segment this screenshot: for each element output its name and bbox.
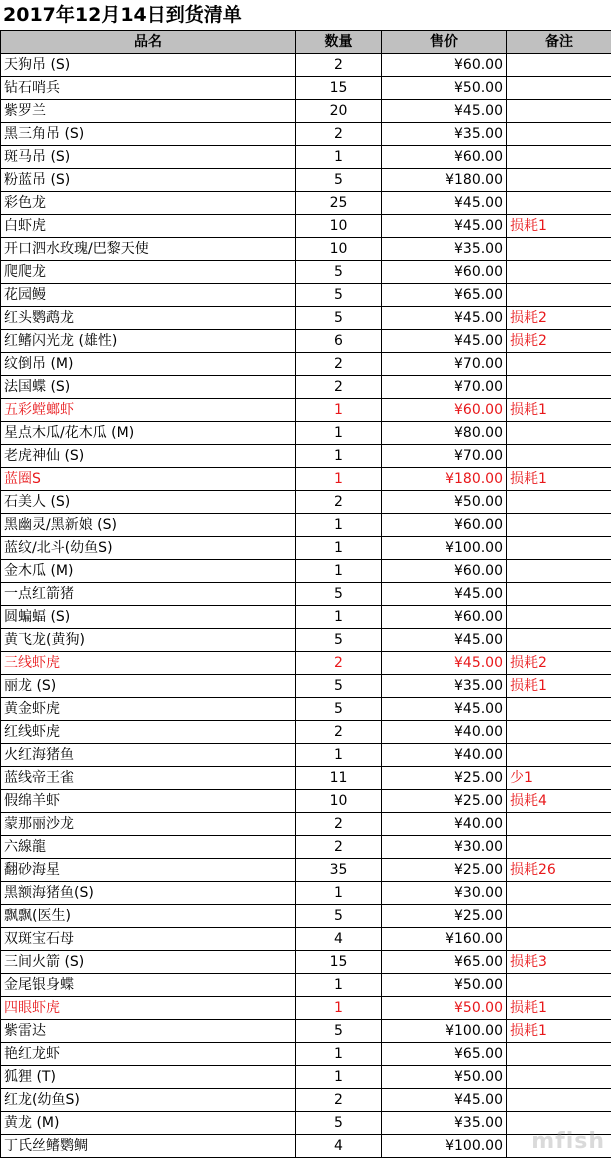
cell-note[interactable]: 损耗3 [507, 951, 611, 974]
table-row [1, 560, 611, 583]
cell-price[interactable]: ¥45.00 [382, 698, 507, 721]
cell-name[interactable]: 蓝纹/北斗(幼鱼S) [1, 537, 296, 560]
cell-note[interactable] [507, 905, 611, 928]
cell-note[interactable]: 损耗1 [507, 997, 611, 1020]
cell-name[interactable]: 金尾银身蝶 [1, 974, 296, 997]
table-body [1, 54, 611, 1158]
cell-name[interactable]: 开口泗水玫瑰/巴黎天使 [1, 238, 296, 261]
cell-qty[interactable]: 1 [296, 974, 382, 997]
table-row [1, 974, 611, 997]
cell-note[interactable] [507, 123, 611, 146]
cell-price[interactable]: ¥25.00 [382, 790, 507, 813]
cell-note[interactable] [507, 1066, 611, 1089]
cell-note[interactable] [507, 445, 611, 468]
cell-price[interactable]: ¥100.00 [382, 1135, 507, 1158]
cell-name[interactable]: 丁氏丝鳍鹦鲷 [1, 1135, 296, 1158]
cell-qty[interactable]: 2 [296, 836, 382, 859]
table-row [1, 1135, 611, 1158]
cell-name[interactable]: 紫雷达 [1, 1020, 296, 1043]
cell-note[interactable] [507, 813, 611, 836]
table-row [1, 583, 611, 606]
cell-qty[interactable]: 10 [296, 790, 382, 813]
cell-name[interactable]: 艳红龙虾 [1, 1043, 296, 1066]
cell-note[interactable] [507, 629, 611, 652]
cell-note[interactable] [507, 54, 611, 77]
table-row [1, 744, 611, 767]
cell-price[interactable]: ¥35.00 [382, 123, 507, 146]
cell-price[interactable]: ¥100.00 [382, 1020, 507, 1043]
cell-note[interactable] [507, 560, 611, 583]
cell-price[interactable]: ¥30.00 [382, 882, 507, 905]
cell-price[interactable]: ¥35.00 [382, 675, 507, 698]
cell-note[interactable] [507, 376, 611, 399]
cell-name[interactable]: 红龙(幼鱼S) [1, 1089, 296, 1112]
table-row [1, 813, 611, 836]
cell-note[interactable]: 少1 [507, 767, 611, 790]
cell-qty[interactable]: 2 [296, 1089, 382, 1112]
table-row [1, 261, 611, 284]
cell-price[interactable]: ¥45.00 [382, 583, 507, 606]
cell-note[interactable] [507, 169, 611, 192]
cell-qty[interactable]: 5 [296, 583, 382, 606]
table-row [1, 836, 611, 859]
cell-price[interactable]: ¥25.00 [382, 905, 507, 928]
cell-price[interactable]: ¥45.00 [382, 307, 507, 330]
cell-name[interactable]: 狐狸 (T) [1, 1066, 296, 1089]
table-row [1, 652, 611, 675]
cell-name[interactable]: 黄金虾虎 [1, 698, 296, 721]
cell-qty[interactable]: 1 [296, 399, 382, 422]
cell-qty[interactable]: 1 [296, 514, 382, 537]
table-row [1, 1020, 611, 1043]
cell-price[interactable]: ¥60.00 [382, 54, 507, 77]
table-row [1, 997, 611, 1020]
cell-price[interactable]: ¥180.00 [382, 169, 507, 192]
cell-qty[interactable]: 1 [296, 560, 382, 583]
cell-name[interactable]: 飘飘(医生) [1, 905, 296, 928]
cell-qty[interactable]: 2 [296, 376, 382, 399]
cell-price[interactable]: ¥50.00 [382, 997, 507, 1020]
cell-note[interactable]: 损耗1 [507, 399, 611, 422]
table-row [1, 54, 611, 77]
cell-qty[interactable]: 2 [296, 721, 382, 744]
cell-price[interactable]: ¥45.00 [382, 652, 507, 675]
cell-price[interactable]: ¥70.00 [382, 376, 507, 399]
cell-name[interactable]: 红线虾虎 [1, 721, 296, 744]
cell-price[interactable]: ¥50.00 [382, 491, 507, 514]
cell-name[interactable]: 斑马吊 (S) [1, 146, 296, 169]
table-row [1, 767, 611, 790]
table-row [1, 859, 611, 882]
cell-qty[interactable]: 1 [296, 882, 382, 905]
cell-qty[interactable]: 5 [296, 629, 382, 652]
cell-price[interactable]: ¥45.00 [382, 100, 507, 123]
cell-price[interactable]: ¥100.00 [382, 537, 507, 560]
cell-price[interactable]: ¥25.00 [382, 767, 507, 790]
sheet-title: 2017年12月14日到货清单 [3, 4, 242, 26]
table-row [1, 905, 611, 928]
cell-price[interactable]: ¥180.00 [382, 468, 507, 491]
cell-qty[interactable]: 2 [296, 652, 382, 675]
cell-note[interactable]: 损耗26 [507, 859, 611, 882]
header-row [1, 31, 611, 54]
cell-qty[interactable]: 2 [296, 813, 382, 836]
cell-name[interactable]: 双斑宝石母 [1, 928, 296, 951]
table-row [1, 514, 611, 537]
cell-name[interactable]: 钻石哨兵 [1, 77, 296, 100]
cell-name[interactable]: 六線龍 [1, 836, 296, 859]
table-row [1, 238, 611, 261]
cell-price[interactable]: ¥60.00 [382, 399, 507, 422]
cell-name[interactable]: 金木瓜 (M) [1, 560, 296, 583]
cell-note[interactable] [507, 698, 611, 721]
cell-qty[interactable]: 15 [296, 77, 382, 100]
arrival-list-table [0, 30, 611, 1158]
table-row [1, 100, 611, 123]
cell-note[interactable] [507, 836, 611, 859]
cell-price[interactable]: ¥45.00 [382, 629, 507, 652]
cell-price[interactable]: ¥35.00 [382, 238, 507, 261]
cell-price[interactable]: ¥35.00 [382, 1112, 507, 1135]
cell-name[interactable]: 红头鹦鹉龙 [1, 307, 296, 330]
cell-name[interactable]: 星点木瓜/花木瓜 (M) [1, 422, 296, 445]
table-row [1, 146, 611, 169]
table-row [1, 77, 611, 100]
table-row [1, 790, 611, 813]
cell-note[interactable]: 损耗2 [507, 307, 611, 330]
cell-note[interactable] [507, 192, 611, 215]
cell-name[interactable]: 黑三角吊 (S) [1, 123, 296, 146]
cell-price[interactable]: ¥65.00 [382, 284, 507, 307]
table-row [1, 606, 611, 629]
cell-price[interactable]: ¥65.00 [382, 1043, 507, 1066]
cell-note[interactable] [507, 261, 611, 284]
cell-note[interactable] [507, 606, 611, 629]
cell-qty[interactable]: 35 [296, 859, 382, 882]
cell-note[interactable] [507, 77, 611, 100]
table-row [1, 721, 611, 744]
cell-name[interactable]: 黄飞龙(黄狗) [1, 629, 296, 652]
table-row [1, 123, 611, 146]
cell-qty[interactable]: 5 [296, 1112, 382, 1135]
cell-name[interactable]: 翻砂海星 [1, 859, 296, 882]
header-name[interactable]: 品名 [1, 31, 296, 54]
cell-qty[interactable]: 1 [296, 422, 382, 445]
cell-note[interactable]: 损耗2 [507, 652, 611, 675]
cell-qty[interactable]: 5 [296, 284, 382, 307]
table-row [1, 1089, 611, 1112]
table-row [1, 629, 611, 652]
cell-qty[interactable]: 11 [296, 767, 382, 790]
table-row [1, 1112, 611, 1135]
cell-qty[interactable]: 1 [296, 606, 382, 629]
cell-qty[interactable]: 1 [296, 468, 382, 491]
cell-name[interactable]: 三线虾虎 [1, 652, 296, 675]
cell-qty[interactable]: 15 [296, 951, 382, 974]
cell-note[interactable]: 损耗1 [507, 675, 611, 698]
cell-note[interactable] [507, 1135, 611, 1158]
cell-qty[interactable]: 5 [296, 169, 382, 192]
cell-note[interactable] [507, 353, 611, 376]
cell-note[interactable] [507, 1112, 611, 1135]
cell-name[interactable]: 花园鳗 [1, 284, 296, 307]
cell-name[interactable]: 纹倒吊 (M) [1, 353, 296, 376]
cell-price[interactable]: ¥160.00 [382, 928, 507, 951]
cell-qty[interactable]: 5 [296, 261, 382, 284]
cell-note[interactable] [507, 721, 611, 744]
cell-qty[interactable]: 5 [296, 698, 382, 721]
cell-name[interactable]: 一点红箭猪 [1, 583, 296, 606]
cell-price[interactable]: ¥50.00 [382, 1066, 507, 1089]
cell-note[interactable] [507, 491, 611, 514]
cell-name[interactable]: 黑额海猪鱼(S) [1, 882, 296, 905]
cell-qty[interactable]: 10 [296, 215, 382, 238]
cell-price[interactable]: ¥60.00 [382, 514, 507, 537]
cell-name[interactable]: 黑幽灵/黑新娘 (S) [1, 514, 296, 537]
table-row [1, 675, 611, 698]
cell-price[interactable]: ¥45.00 [382, 192, 507, 215]
cell-note[interactable] [507, 238, 611, 261]
cell-note[interactable] [507, 744, 611, 767]
cell-name[interactable]: 天狗吊 (S) [1, 54, 296, 77]
cell-price[interactable]: ¥60.00 [382, 606, 507, 629]
cell-note[interactable] [507, 100, 611, 123]
cell-name[interactable]: 彩色龙 [1, 192, 296, 215]
cell-price[interactable]: ¥40.00 [382, 744, 507, 767]
cell-price[interactable]: ¥65.00 [382, 951, 507, 974]
cell-note[interactable] [507, 1089, 611, 1112]
header-price[interactable]: 售价 [382, 31, 507, 54]
cell-note[interactable]: 损耗4 [507, 790, 611, 813]
cell-qty[interactable]: 5 [296, 905, 382, 928]
cell-qty[interactable]: 1 [296, 744, 382, 767]
cell-name[interactable]: 红鳍闪光龙 (雄性) [1, 330, 296, 353]
cell-price[interactable]: ¥60.00 [382, 560, 507, 583]
cell-name[interactable]: 爬爬龙 [1, 261, 296, 284]
cell-qty[interactable]: 1 [296, 537, 382, 560]
cell-note[interactable] [507, 284, 611, 307]
table-row [1, 376, 611, 399]
header-qty[interactable]: 数量 [296, 31, 382, 54]
cell-price[interactable]: ¥30.00 [382, 836, 507, 859]
cell-price[interactable]: ¥40.00 [382, 813, 507, 836]
cell-note[interactable] [507, 422, 611, 445]
table-row [1, 353, 611, 376]
cell-name[interactable]: 蓝线帝王雀 [1, 767, 296, 790]
watermark-logo: mfish [531, 1129, 605, 1154]
cell-qty[interactable]: 20 [296, 100, 382, 123]
cell-price[interactable]: ¥45.00 [382, 1089, 507, 1112]
cell-qty[interactable]: 1 [296, 146, 382, 169]
cell-qty[interactable]: 1 [296, 997, 382, 1020]
cell-note[interactable] [507, 974, 611, 997]
cell-note[interactable]: 损耗1 [507, 468, 611, 491]
cell-name[interactable]: 紫罗兰 [1, 100, 296, 123]
table-row [1, 445, 611, 468]
cell-qty[interactable]: 10 [296, 238, 382, 261]
table-row [1, 307, 611, 330]
table-row [1, 698, 611, 721]
cell-name[interactable]: 火红海猪鱼 [1, 744, 296, 767]
cell-note[interactable] [507, 583, 611, 606]
cell-price[interactable]: ¥70.00 [382, 353, 507, 376]
cell-name[interactable]: 法国蝶 (S) [1, 376, 296, 399]
cell-name[interactable]: 老虎神仙 (S) [1, 445, 296, 468]
cell-qty[interactable]: 5 [296, 1020, 382, 1043]
table-row [1, 491, 611, 514]
cell-name[interactable]: 圆蝙蝠 (S) [1, 606, 296, 629]
table-row [1, 399, 611, 422]
cell-note[interactable]: 损耗2 [507, 330, 611, 353]
cell-price[interactable]: ¥50.00 [382, 77, 507, 100]
cell-price[interactable]: ¥60.00 [382, 146, 507, 169]
cell-price[interactable]: ¥60.00 [382, 261, 507, 284]
cell-note[interactable]: 损耗1 [507, 215, 611, 238]
cell-qty[interactable]: 2 [296, 54, 382, 77]
table-row [1, 882, 611, 905]
cell-name[interactable]: 假绵羊虾 [1, 790, 296, 813]
table-row [1, 215, 611, 238]
table-row [1, 1066, 611, 1089]
cell-qty[interactable]: 6 [296, 330, 382, 353]
cell-qty[interactable]: 5 [296, 675, 382, 698]
cell-name[interactable]: 五彩螳螂虾 [1, 399, 296, 422]
table-row [1, 951, 611, 974]
cell-qty[interactable]: 4 [296, 928, 382, 951]
cell-qty[interactable]: 25 [296, 192, 382, 215]
cell-price[interactable]: ¥50.00 [382, 974, 507, 997]
cell-qty[interactable]: 1 [296, 1043, 382, 1066]
cell-note[interactable] [507, 537, 611, 560]
cell-note[interactable] [507, 146, 611, 169]
header-note[interactable]: 备注 [507, 31, 611, 54]
cell-price[interactable]: ¥70.00 [382, 445, 507, 468]
cell-qty[interactable]: 4 [296, 1135, 382, 1158]
cell-qty[interactable]: 1 [296, 1066, 382, 1089]
cell-note[interactable] [507, 514, 611, 537]
cell-name[interactable]: 三间火箭 (S) [1, 951, 296, 974]
cell-price[interactable]: ¥40.00 [382, 721, 507, 744]
table-row [1, 192, 611, 215]
cell-price[interactable]: ¥45.00 [382, 215, 507, 238]
cell-name[interactable]: 蒙那丽沙龙 [1, 813, 296, 836]
cell-name[interactable]: 蓝圈S [1, 468, 296, 491]
cell-name[interactable]: 石美人 (S) [1, 491, 296, 514]
cell-note[interactable] [507, 882, 611, 905]
cell-qty[interactable]: 2 [296, 353, 382, 376]
cell-name[interactable]: 粉蓝吊 (S) [1, 169, 296, 192]
table-row [1, 330, 611, 353]
cell-price[interactable]: ¥45.00 [382, 330, 507, 353]
cell-qty[interactable]: 2 [296, 491, 382, 514]
table-row [1, 1043, 611, 1066]
cell-name[interactable]: 丽龙 (S) [1, 675, 296, 698]
table-row [1, 468, 611, 491]
table-row [1, 422, 611, 445]
table-row [1, 169, 611, 192]
cell-price[interactable]: ¥25.00 [382, 859, 507, 882]
cell-note[interactable] [507, 928, 611, 951]
cell-note[interactable] [507, 1043, 611, 1066]
cell-name[interactable]: 黄龙 (M) [1, 1112, 296, 1135]
cell-price[interactable]: ¥80.00 [382, 422, 507, 445]
table-row [1, 284, 611, 307]
cell-qty[interactable]: 2 [296, 123, 382, 146]
table-row [1, 928, 611, 951]
table-row [1, 537, 611, 560]
cell-qty[interactable]: 1 [296, 445, 382, 468]
cell-qty[interactable]: 5 [296, 307, 382, 330]
cell-note[interactable]: 损耗1 [507, 1020, 611, 1043]
cell-name[interactable]: 四眼虾虎 [1, 997, 296, 1020]
cell-name[interactable]: 白虾虎 [1, 215, 296, 238]
